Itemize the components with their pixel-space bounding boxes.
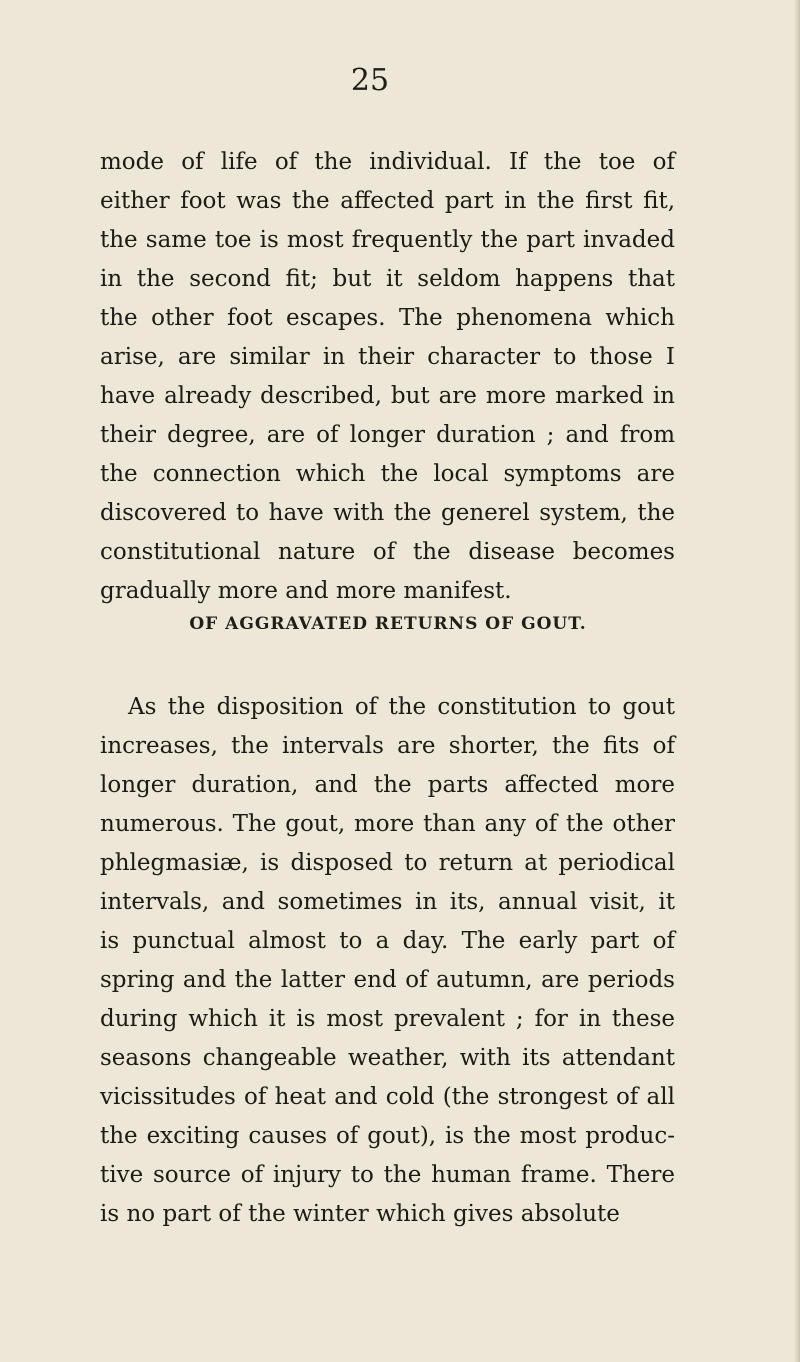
text-line: intervals, and sometimes in its, annual visit, it bbox=[100, 889, 675, 915]
text-line: constitutional nature of the disease becomes bbox=[100, 539, 675, 565]
text-line: discovered to have with the generel system, the bbox=[100, 500, 675, 526]
page-edge bbox=[794, 0, 800, 1362]
text-line: tive source of injury to the human frame. There bbox=[100, 1162, 675, 1188]
text-line: phlegmasiæ, is disposed to return at periodical bbox=[100, 850, 675, 876]
paragraph-1 bbox=[100, 143, 675, 611]
text-line: arise, are similar in their character to those I bbox=[100, 344, 675, 370]
section-heading: OF AGGRAVATED RETURNS OF GOUT. bbox=[189, 614, 587, 634]
page-number: 25 bbox=[350, 63, 390, 98]
text-line: is no part of the winter which gives absolute bbox=[100, 1201, 620, 1227]
text-line: numerous. The gout, more than any of the other bbox=[100, 811, 675, 837]
text-line: seasons changeable weather, with its attendant bbox=[100, 1045, 675, 1071]
text-line: in the second fit; but it seldom happens that bbox=[100, 266, 675, 292]
text-line: either foot was the affected part in the first fit, bbox=[100, 188, 675, 214]
text-line: the other foot escapes. The phenomena which bbox=[100, 305, 675, 331]
text-line: mode of life of the individual. If the toe of bbox=[100, 149, 675, 175]
text-line: is punctual almost to a day. The early part of bbox=[100, 928, 675, 954]
text-line: increases, the intervals are shorter, the fits of bbox=[100, 733, 675, 759]
text-line: have already described, but are more marked in bbox=[100, 383, 675, 409]
text-line: spring and the latter end of autumn, are periods bbox=[100, 967, 675, 993]
text-line: vicissitudes of heat and cold (the strongest of all bbox=[100, 1084, 675, 1110]
text-line: the same toe is most frequently the part invaded bbox=[100, 227, 675, 253]
text-line: their degree, are of longer duration ; and from bbox=[100, 422, 675, 448]
paragraph-2 bbox=[100, 688, 675, 1234]
text-line: during which it is most prevalent ; for in these bbox=[100, 1006, 675, 1032]
text-line: gradually more and more manifest. bbox=[100, 578, 512, 604]
text-line: the exciting causes of gout), is the most produc- bbox=[100, 1123, 675, 1149]
text-line: the connection which the local symptoms are bbox=[100, 461, 675, 487]
text-line: longer duration, and the parts affected more bbox=[100, 772, 675, 798]
text-line: As the disposition of the constitution to gout bbox=[128, 694, 675, 720]
